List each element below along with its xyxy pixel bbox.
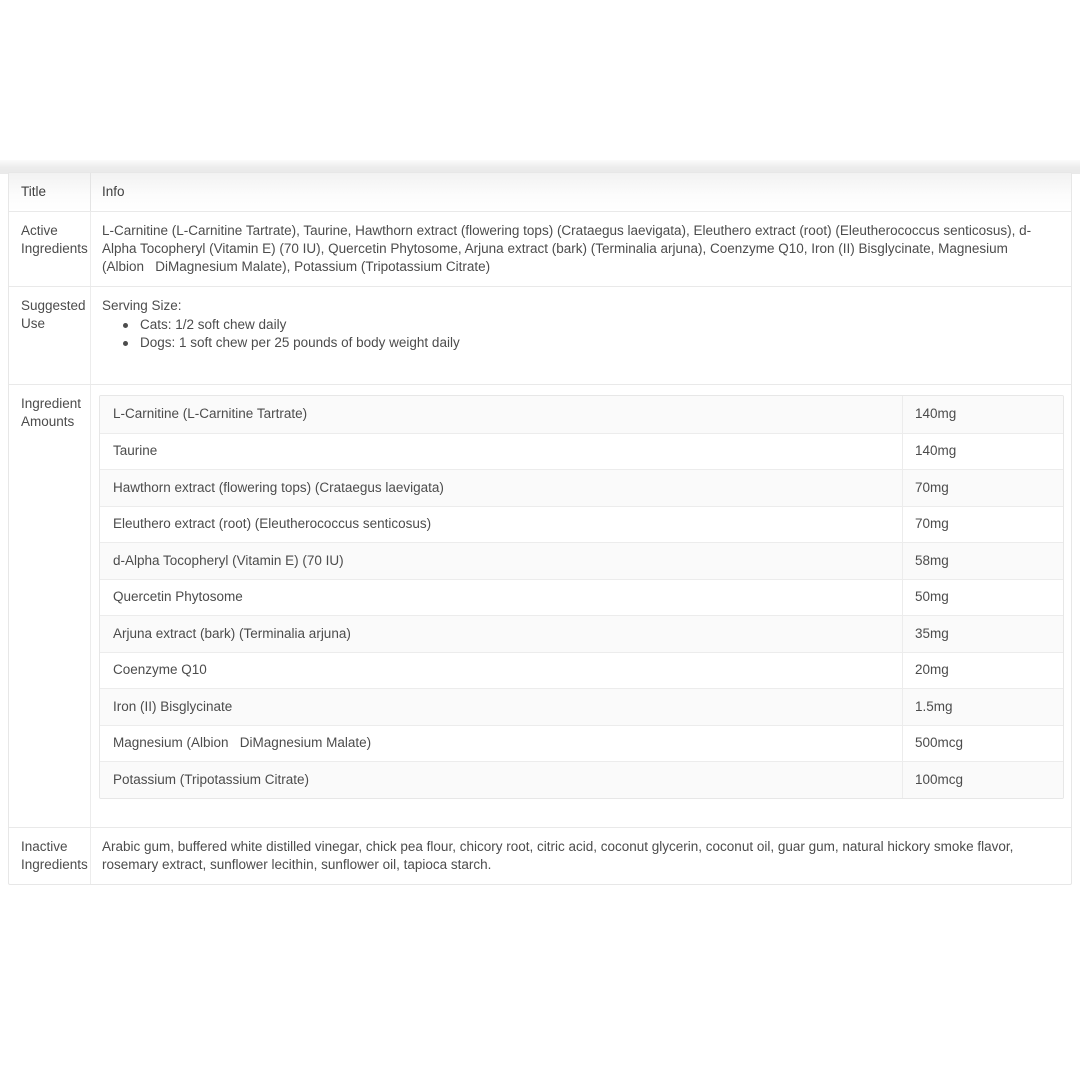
row-active-ingredients xyxy=(9,211,1071,286)
ingredient-amount: 1.5mg xyxy=(902,689,1063,725)
suggested-use-content xyxy=(91,287,1071,384)
row-inactive-ingredients xyxy=(9,827,1071,884)
ingredient-name: Potassium (Tripotassium Citrate) xyxy=(113,771,310,787)
ingredient-amount-row xyxy=(100,579,1063,616)
ingredient-name: Coenzyme Q10 xyxy=(113,662,207,678)
ingredient-name: Iron (II) Bisglycinate xyxy=(113,698,233,714)
ingredient-name: Taurine xyxy=(113,443,158,459)
ingredient-name: Magnesium (Albion DiMagnesium Malate) xyxy=(113,735,372,751)
ingredient-name: Arjuna extract (bark) (Terminalia arjuna) xyxy=(113,625,351,641)
active-ingredients-text: L-Carnitine (L-Carnitine Tartrate), Taurine, Hawthorn extract (flowering tops) (Crataegus laevigata), Eleuthero extract (root) (Eleutherococcus senticosus), d-Alpha Tocopheryl (Vitamin E) (70 IU), Quercetin Phytosome, Arjuna extract (bark) (Terminalia arjuna), Coenzyme Q10, Iron (II) Bisglycinate, Magnesium (Albion DiMagnesium Malate), Potassium (Tripotassium Citrate) xyxy=(102,223,1032,274)
ingredient-amount-row xyxy=(100,615,1063,652)
row-label-ingredient-amounts: Ingredient Amounts xyxy=(9,385,91,827)
row-label-suggested-use: Suggested Use xyxy=(9,287,91,384)
row-ingredient-amounts xyxy=(9,384,1071,827)
ingredient-amount: 35mg xyxy=(902,616,1063,652)
serving-size-intro: Serving Size: xyxy=(102,298,182,313)
ingredient-amount-row xyxy=(100,396,1063,433)
serving-bullet: Cats: 1/2 soft chew daily xyxy=(102,316,1057,334)
table-header-row xyxy=(9,173,1071,211)
ingredient-name: Eleuthero extract (root) (Eleutherococcus senticosus) xyxy=(113,516,432,532)
row-suggested-use xyxy=(9,286,1071,384)
ingredient-amount-row xyxy=(100,761,1063,798)
inactive-ingredients-text: Arabic gum, buffered white distilled vinegar, chick pea flour, chicory root, citric acid, coconut glycerin, coconut oil, guar gum, natural hickory smoke flavor, rosemary extract, sunflower lecithin, sunflower oil, tapioca starch. xyxy=(102,838,1014,872)
serving-size-list xyxy=(102,316,1057,351)
ingredient-amount-row xyxy=(100,652,1063,689)
ingredient-name: Hawthorn extract (flowering tops) (Crataegus laevigata) xyxy=(113,479,444,495)
ingredient-amount: 70mg xyxy=(902,470,1063,506)
ingredient-amount: 58mg xyxy=(902,543,1063,579)
ingredient-amount: 70mg xyxy=(902,507,1063,543)
ingredient-amount: 140mg xyxy=(902,396,1063,433)
ingredient-amount-row xyxy=(100,433,1063,470)
ingredient-amount-row xyxy=(100,469,1063,506)
ingredient-amount-row xyxy=(100,725,1063,762)
ingredient-name: L-Carnitine (L-Carnitine Tartrate) xyxy=(113,406,308,422)
serving-bullet: Dogs: 1 soft chew per 25 pounds of body weight daily xyxy=(102,334,1057,352)
row-label-active-ingredients: Active Ingredients xyxy=(9,212,91,286)
ingredient-amounts-content xyxy=(91,385,1071,827)
ingredient-amount-row xyxy=(100,506,1063,543)
column-header-title: Title xyxy=(9,173,91,211)
ingredient-amounts-table xyxy=(99,395,1064,799)
column-header-info: Info xyxy=(91,173,1071,211)
product-info-table xyxy=(8,172,1072,885)
ingredient-amount-row xyxy=(100,542,1063,579)
ingredient-amount: 20mg xyxy=(902,653,1063,689)
ingredient-amount-row xyxy=(100,688,1063,725)
ingredient-amount: 500mcg xyxy=(902,726,1063,762)
row-label-inactive-ingredients: Inactive Ingredients xyxy=(9,828,91,884)
ingredient-name: Quercetin Phytosome xyxy=(113,589,243,605)
ingredient-amount: 100mcg xyxy=(902,762,1063,798)
ingredient-amount: 140mg xyxy=(902,434,1063,470)
ingredient-name: d-Alpha Tocopheryl (Vitamin E) (70 IU) xyxy=(113,552,344,568)
ingredient-amount: 50mg xyxy=(902,580,1063,616)
